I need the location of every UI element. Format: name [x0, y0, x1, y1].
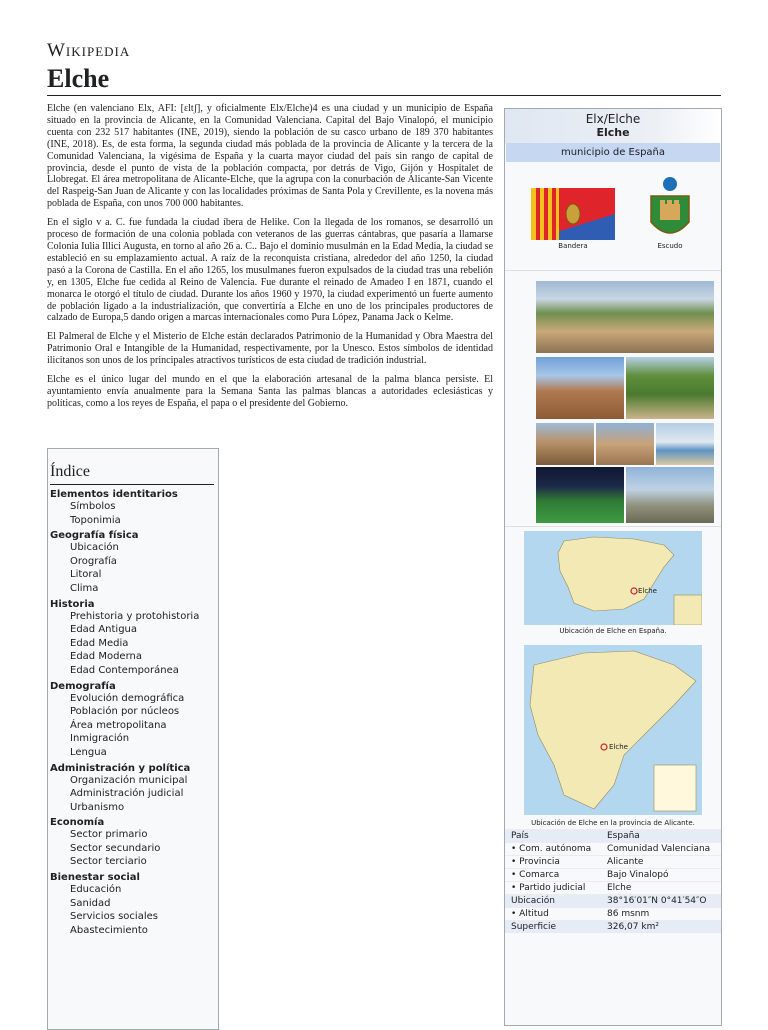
toc-section[interactable]: Administración y política	[50, 762, 191, 774]
infobox-row	[505, 907, 721, 920]
infobox-local-name: Elx/Elche	[585, 112, 641, 126]
toc-section[interactable]: Bienestar social	[50, 872, 140, 884]
infobox-row-label[interactable]: Superficie	[511, 922, 557, 932]
photo-fortress	[536, 423, 594, 465]
infobox-header	[505, 109, 721, 143]
infobox-row-label[interactable]: Ubicación	[511, 896, 555, 906]
infobox-row-value[interactable]: 38°16′01″N 0°41′54″O	[607, 896, 707, 906]
shield-image[interactable]	[645, 174, 695, 246]
toc-subsection[interactable]: Símbolos	[70, 501, 116, 512]
map-spain[interactable]	[524, 531, 702, 625]
toc-subsection[interactable]: Edad Moderna	[70, 651, 142, 663]
toc-subsection[interactable]: Sector primario	[70, 829, 148, 841]
infobox-row	[505, 842, 721, 855]
toc-subsection[interactable]: Ubicación	[70, 542, 119, 554]
infobox-row-value[interactable]: 86 msnm	[607, 909, 650, 919]
toc-subsection[interactable]: Servicios sociales	[70, 911, 158, 923]
toc-subsection[interactable]: Clima	[70, 582, 99, 594]
toc-subsection[interactable]: Evolución demográfica	[70, 692, 185, 704]
map-alicante-caption: Ubicación de Elche en la provincia de Alicante.	[531, 819, 695, 827]
infobox-row-value[interactable]: Comunidad Valenciana	[607, 844, 711, 854]
title-divider	[47, 95, 721, 96]
toc-subsection[interactable]: Edad Media	[70, 637, 129, 649]
photo-city-view	[536, 281, 714, 353]
infobox-row-label[interactable]: • Com. autónoma	[511, 844, 592, 854]
flag-caption: Bandera	[558, 242, 588, 250]
toc-subsection[interactable]: Organización municipal	[70, 774, 188, 786]
infobox-row-label[interactable]: • Provincia	[511, 857, 560, 867]
photo-montage[interactable]	[505, 271, 721, 527]
toc-subsection[interactable]: Litoral	[70, 569, 102, 581]
toc-subsection[interactable]: Sector secundario	[70, 842, 161, 854]
infobox-row-value[interactable]: 326,07 km²	[607, 922, 659, 932]
wikipedia-logo[interactable]: Wikipedia	[47, 40, 131, 61]
toc-subsection[interactable]: Edad Contemporánea	[70, 664, 179, 676]
map-spain-box	[505, 527, 721, 643]
photo-bridge	[626, 467, 714, 523]
photo-palm-grove	[626, 357, 714, 419]
photo-stadium	[536, 467, 624, 523]
article-paragraph: Elche es el único lugar del mundo en el que la elaboración artesanal de la palma blanca persiste. El ayuntamiento envía anualmente para la Semana Santa las palmas blancas a autoridades eclesiásticas y políticas, como a los reyes de España, el papa o el presidente del Gobierno.	[47, 374, 493, 409]
infobox-row-label[interactable]: • Partido judicial	[511, 883, 586, 893]
infobox-row	[505, 920, 721, 933]
toc-section[interactable]: Elementos identitarios	[50, 489, 178, 500]
infobox-row-value[interactable]: Alicante	[607, 857, 644, 867]
map-alicante-label: Elche	[609, 743, 628, 751]
article-paragraph: El Palmeral de Elche y el Misterio de Elche están declarados Patrimonio de la Humanidad y Obra Maestra del Patrimonio Oral e Intangible de la Humanidad, respectivamente, por la Unesco. Estos símbolos de identidad ilicitanos son unos de los principales atractivos turísticos de esta ciudad de tradición industrial.	[47, 331, 493, 367]
map-spain-label: Elche	[638, 587, 657, 595]
infobox-row	[505, 894, 721, 907]
article-paragraph: En el siglo v a. C. fue fundada la ciudad íbera de Helike. Con la llegada de los romanos, se desarrolló un proceso de formación de una colonia poblada con veteranos de las guerras cántabras, que pasaría a llamarse Colonia Iulia Illici Augusta, en torno al año 26 a. C.. Bajo el dominio musulmán en la Edad Media, la ciudad se estableció en su emplazamiento actual. A raíz de la reconquista cristiana, alrededor del año 1250, la ciudad pasó a la Corona de Castilla. En el año 1265, los musulmanes fueron expulsados de la ciudad tras una rebelión y, en 1305, Elche fue cedida al Reino de Valencia. Fue durante el reinado de Amadeo I en 1871, cuando el monarca le otorgó el título de ciudad. Durante los años 1960 y 1970, la ciudad experimentó un fuerte aumento de población ligado a la industrialización, que convertiría a Elche en uno de los principales productores de calzado de Europa,5 dando origen a marcas internacionales como Pura López, Panama Jack o Kelme.	[47, 217, 494, 324]
toc-subsection[interactable]: Población por núcleos	[70, 706, 180, 718]
toc-section[interactable]: Historia	[50, 598, 95, 610]
toc-subsection[interactable]: Edad Antigua	[70, 624, 138, 636]
toc-section[interactable]: Economía	[50, 817, 105, 829]
photo-beach	[656, 423, 714, 465]
infobox-data-rows	[505, 829, 721, 933]
map-alicante[interactable]	[524, 645, 702, 815]
page-title: Elche	[47, 64, 110, 93]
toc-subsection[interactable]: Inmigración	[70, 733, 130, 745]
toc-subsection[interactable]: Sanidad	[70, 897, 111, 909]
infobox-row-label[interactable]: País	[511, 831, 529, 841]
infobox-row-value[interactable]: España	[607, 831, 640, 841]
toc-section[interactable]: Geografía física	[50, 530, 139, 542]
toc-section[interactable]: Demografía	[50, 680, 116, 692]
map-alicante-box	[505, 643, 721, 829]
toc-subsection[interactable]: Prehistoria y protohistoria	[70, 610, 200, 622]
map-spain-caption: Ubicación de Elche en España.	[559, 627, 667, 635]
infobox-row	[505, 868, 721, 881]
infobox-symbols	[505, 162, 721, 271]
toc-subsection[interactable]: Lengua	[70, 746, 107, 758]
shield-caption: Escudo	[657, 242, 683, 250]
flag-image[interactable]	[531, 188, 615, 240]
infobox-row	[505, 855, 721, 868]
photo-basilica	[536, 357, 624, 419]
article-body	[47, 103, 493, 417]
toc-subsection[interactable]: Sector terciario	[70, 856, 147, 868]
toc-list	[48, 489, 218, 937]
toc-subsection[interactable]: Toponimia	[70, 514, 121, 526]
toc-subsection[interactable]: Urbanismo	[70, 801, 125, 813]
toc-subsection[interactable]: Educación	[70, 884, 122, 896]
toc-subsection[interactable]: Abastecimiento	[70, 924, 148, 936]
infobox-type[interactable]: municipio de España	[506, 143, 720, 162]
infobox-name: Elche	[596, 126, 630, 139]
article-paragraph: Elche (en valenciano Elx, AFI: [ɛltʃ], y oficialmente Elx/Elche)4 es una ciudad y un municipio de España situado en la provincia de Alicante, en la Comunidad Valenciana. Capital del Bajo Vinalopó, el municipio cuenta con 232 517 habitantes (INE, 2019), siendo la población de su casco urbano de 189 370 habitantes (INE, 2018). Es, de esta forma, la segunda ciudad más poblada de la provincia de Alicante y la tercera de la Comunidad Valenciana, la vigésima de España y la cuarta mayor ciudad del país sin rango de capital de provincia, desde el punto de vista de la población compacta, por detrás de Vigo, Gijón y Hospitalet de Llobregat. El área metropolitana de Alicante-Elche, que la agrupa con la conurbación de Alicante-San Vicente del Raspeig-San Juan de Alicante y con las localidades próximas de Santa Pola y Crevillente, es la novena más poblada de España, con unos 700 000 habitantes.	[47, 103, 493, 210]
toc-subsection[interactable]: Orografía	[70, 555, 117, 567]
infobox-row-label[interactable]: • Altitud	[511, 909, 549, 919]
infobox-row-value[interactable]: Elche	[607, 883, 632, 893]
toc-title: Índice	[50, 463, 214, 485]
infobox-row-value[interactable]: Bajo Vinalopó	[607, 870, 669, 880]
toc-subsection[interactable]: Área metropolitana	[70, 719, 167, 731]
infobox-row-label[interactable]: • Comarca	[511, 870, 560, 880]
table-of-contents	[47, 448, 219, 1030]
photo-tower	[596, 423, 654, 465]
toc-subsection[interactable]: Administración judicial	[70, 788, 184, 800]
infobox-row	[505, 829, 721, 842]
infobox-row	[505, 881, 721, 894]
infobox	[504, 108, 722, 1026]
